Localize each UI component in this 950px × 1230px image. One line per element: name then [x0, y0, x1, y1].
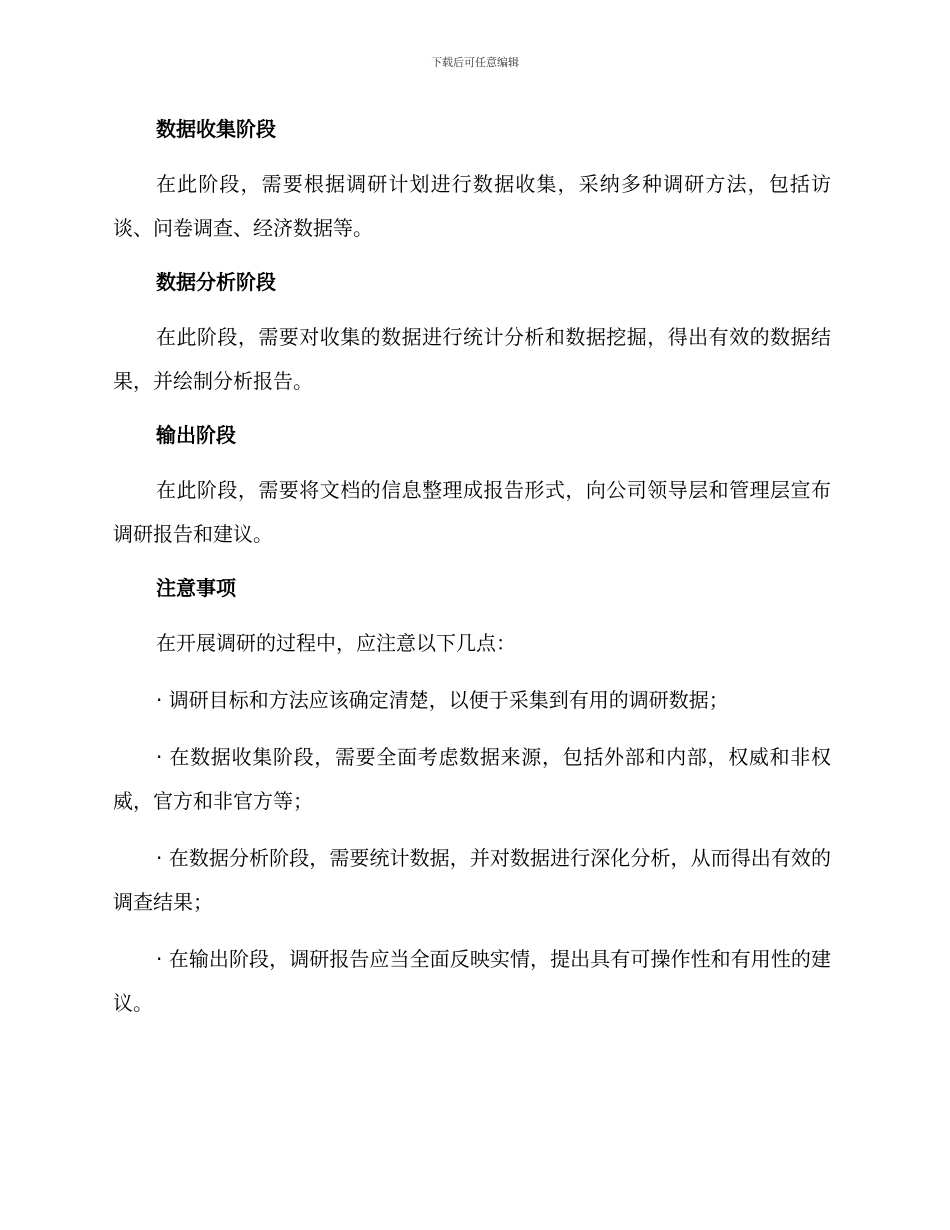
section-heading: 数据收集阶段 — [156, 117, 276, 141]
paragraph: 在此阶段，需要根据调研计划进行数据收集，采纳多种调研方法，包括访谈、问卷调查、经济数据等。 — [113, 172, 831, 240]
paragraph: 在开展调研的过程中，应注意以下几点： — [156, 631, 516, 655]
page-header: 下载后可任意编辑 — [431, 56, 519, 69]
bullet-item: · 在数据分析阶段，需要统计数据，并对数据进行深化分析，从而得出有效的调查结果； — [113, 846, 831, 914]
bullet-item: · 在数据收集阶段，需要全面考虑数据来源，包括外部和内部，权威和非权威，官方和非官方等； — [113, 745, 831, 813]
document-body — [113, 110, 831, 1038]
paragraph: 在此阶段，需要对收集的数据进行统计分析和数据挖掘，得出有效的数据结果，并绘制分析报告。 — [113, 325, 831, 393]
bullet-item: · 调研目标和方法应该确定清楚，以便于采集到有用的调研数据； — [156, 688, 729, 712]
section-heading: 注意事项 — [156, 576, 236, 600]
bullet-item: · 在输出阶段，调研报告应当全面反映实情，提出具有可操作性和有用性的建议。 — [113, 947, 831, 1015]
section-heading: 输出阶段 — [156, 423, 236, 447]
section-heading: 数据分析阶段 — [156, 270, 276, 294]
paragraph: 在此阶段，需要将文档的信息整理成报告形式，向公司领导层和管理层宣布调研报告和建议。 — [113, 478, 831, 546]
